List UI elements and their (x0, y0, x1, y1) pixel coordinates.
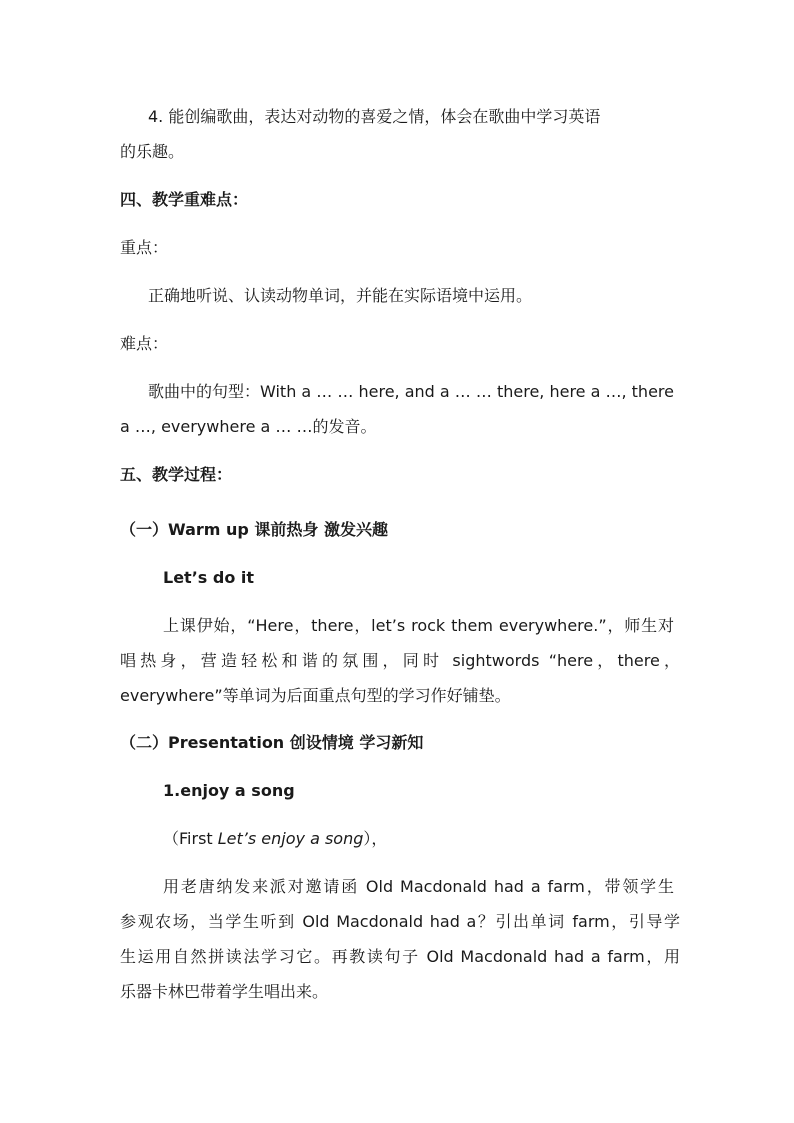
part-2-heading: （二）Presentation 创设情境 学习新知 (120, 733, 424, 752)
first-italic-title: Let’s enjoy a song (217, 829, 364, 848)
first-instruction (163, 829, 674, 849)
key-points-text: 正确地听说、认读动物单词，并能在实际语境中运用。 (148, 286, 533, 305)
section-5-heading: 五、教学过程： (120, 465, 233, 484)
warmup-line-1: 上课伊始，“Here，there，let’s rock them everywhere.”，师生对 (163, 616, 674, 635)
section-4-heading: 四、教学重难点： (120, 190, 249, 209)
first-prefix: （First (163, 829, 218, 848)
objective-4-line-2: 的乐趣。 (120, 142, 185, 161)
difficult-points-line-2: a …, everywhere a … …的发音。 (120, 417, 377, 436)
difficult-points-line-1: 歌曲中的句型：With a … … here, and a … … there, here a …, there (148, 382, 674, 401)
first-suffix: ）， (363, 829, 388, 848)
presentation-line-3: 生运用自然拼读法学习它。再教读句子 Old Macdonald had a farm，用 (120, 947, 680, 966)
difficult-points-label: 难点： (120, 334, 169, 353)
enjoy-song-heading: 1.enjoy a song (163, 781, 295, 800)
warmup-line-2: 唱热身，营造轻松和谐的氛围，同时 sightwords “here，there， (120, 651, 680, 670)
presentation-line-2: 参观农场，当学生听到 Old Macdonald had a？引出单词 farm，引导学 (120, 912, 680, 931)
lets-do-it-heading: Let’s do it (163, 568, 255, 587)
part-1-heading: （一）Warm up 课前热身 激发兴趣 (120, 520, 388, 539)
presentation-line-1: 用老唐纳发来派对邀请函 Old Macdonald had a farm，带领学生 (163, 877, 674, 896)
objective-4-line-1: 4. 能创编歌曲，表达对动物的喜爱之情，体会在歌曲中学习英语 (148, 107, 601, 126)
warmup-line-3: everywhere”等单词为后面重点句型的学习作好铺垫。 (120, 686, 511, 705)
key-points-label: 重点： (120, 238, 169, 257)
presentation-line-4: 乐器卡林巴带着学生唱出来。 (120, 982, 329, 1001)
